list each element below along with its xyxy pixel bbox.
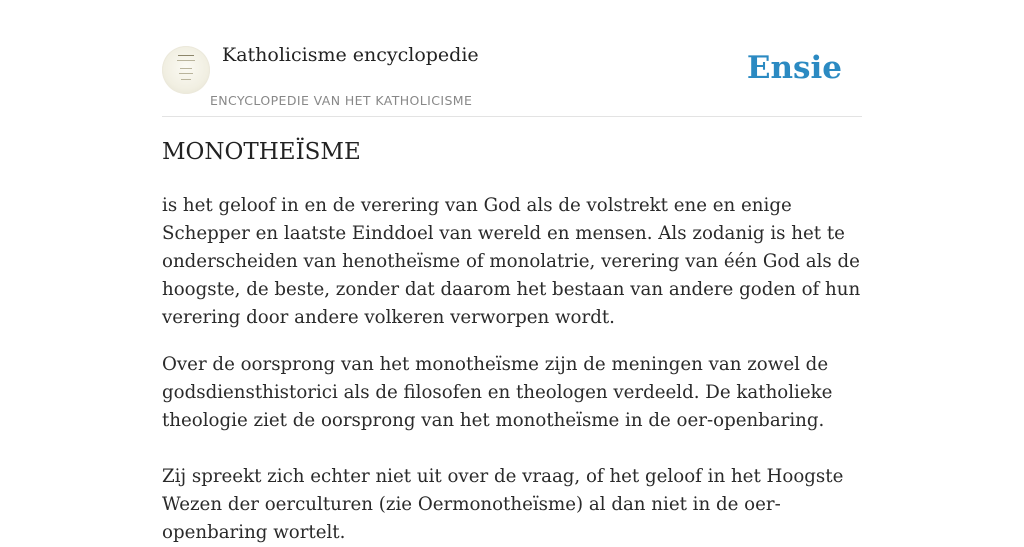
cover-subtitle-line [177,60,195,61]
encyclopedia-subtitle: ENCYCLOPEDIE VAN HET KATHOLICISME [210,93,473,108]
cover-text-line [181,79,191,80]
cover-text-line [180,68,192,69]
encyclopedia-title-link[interactable]: Katholicisme encyclopedie [222,44,479,66]
encyclopedia-cover-thumbnail[interactable] [162,46,210,94]
cover-text-line [179,73,193,74]
article-paragraph: Zij spreekt zich echter niet uit over de vraag, of het geloof in het Hoogste Wezen der oerculturen (zie Oermonotheïsme) al dan niet in de oer-openbaring wortelt. [162,466,844,543]
article-paragraph: is het geloof in en de verering van God als de volstrekt ene en enige Schepper en laatste Einddoel van wereld en mensen. Als zodanig is het te onderscheiden van henotheïsme of monolatrie, verering van één God als de hoogste, de beste, zonder dat daarom het bestaan van andere goden of hun verering door andere volkeren verworpen wordt. [162,195,861,328]
cover-title-line [178,55,194,56]
article-paragraph: Over de oorsprong van het monotheïsme zijn de meningen van zowel de godsdiensthistorici als de filosofen en theologen verdeeld. De katholieke theologie ziet de oorsprong van het monotheïsme in de oer-openbaring. [162,354,833,431]
page [162,0,862,543]
article-title: MONOTHEÏSME [162,139,361,165]
ensie-logo-link[interactable]: Ensie [746,50,842,86]
site-header [162,0,862,117]
